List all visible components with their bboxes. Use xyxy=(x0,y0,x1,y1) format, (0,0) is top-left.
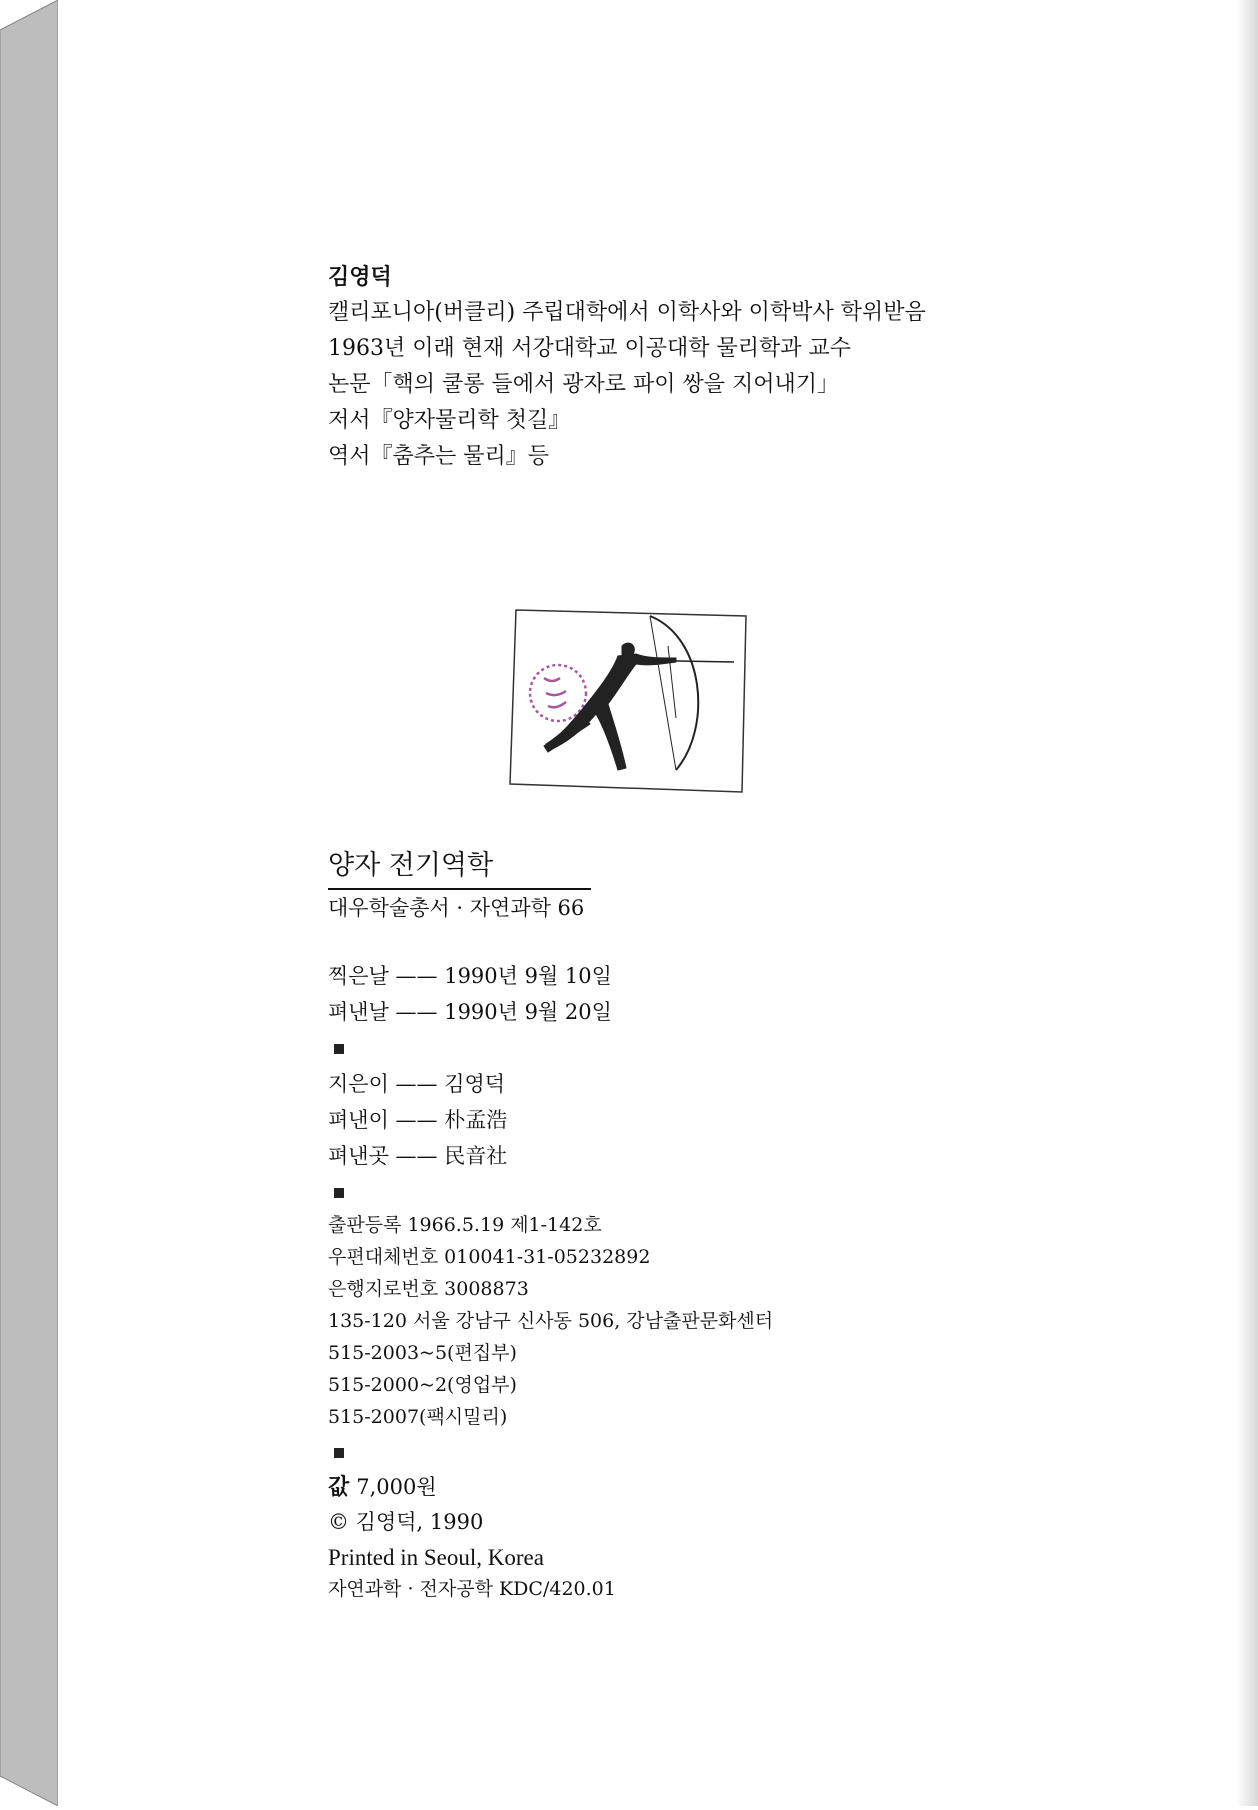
archer-seal-stamp xyxy=(500,598,760,798)
publisher-person-credit: 펴낸이 —— 朴孟浩 xyxy=(328,1108,508,1132)
bio-paper: 논문「핵의 쿨롱 들에서 광자로 파이 쌍을 지어내기」 xyxy=(328,372,840,397)
section-bullet xyxy=(334,1188,344,1198)
price-value: 7,000원 xyxy=(356,1475,437,1499)
printed-in: Printed in Seoul, Korea xyxy=(328,1545,544,1570)
postal-account: 우편대체번호 010041-31-05232892 xyxy=(328,1246,651,1268)
author-credit: 지은이 —— 김영덕 xyxy=(328,1072,506,1096)
price-label: 값 xyxy=(328,1474,350,1500)
fax-number: 515-2007(팩시밀리) xyxy=(328,1406,508,1428)
registration-number: 출판등록 1966.5.19 제1-142호 xyxy=(328,1214,602,1236)
author-name: 김영덕 xyxy=(328,264,392,290)
classification-code: 자연과학 · 전자공학 KDC/420.01 xyxy=(328,1578,616,1600)
phone-editorial: 515-2003~5(편집부) xyxy=(328,1342,517,1364)
section-bullet xyxy=(334,1448,344,1458)
bio-position: 1963년 이래 현재 서강대학교 이공대학 물리학과 교수 xyxy=(328,336,851,361)
section-bullet xyxy=(334,1044,344,1054)
publisher-credit: 펴낸곳 —— 民音社 xyxy=(328,1144,508,1168)
price-line xyxy=(328,1476,437,1499)
bio-book: 저서『양자물리학 첫길』 xyxy=(328,408,571,433)
copyright: © 김영덕, 1990 xyxy=(328,1510,484,1534)
phone-sales: 515-2000~2(영업부) xyxy=(328,1374,517,1396)
bank-giro-number: 은행지로번호 3008873 xyxy=(328,1278,529,1300)
publish-date: 펴낸날 —— 1990년 9월 20일 xyxy=(328,1000,612,1024)
bio-translation: 역서『춤추는 물리』등 xyxy=(328,444,550,469)
book-series: 대우학술총서 · 자연과학 66 xyxy=(328,896,585,920)
title-rule xyxy=(328,888,591,890)
publisher-address: 135-120 서울 강남구 신사동 506, 강남출판문화센터 xyxy=(328,1310,774,1332)
print-date: 찍은날 —— 1990년 9월 10일 xyxy=(328,964,612,988)
book-title: 양자 전기역학 xyxy=(328,850,494,881)
bio-education: 캘리포니아(버클리) 주립대학에서 이학사와 이학박사 학위받음 xyxy=(328,300,926,325)
